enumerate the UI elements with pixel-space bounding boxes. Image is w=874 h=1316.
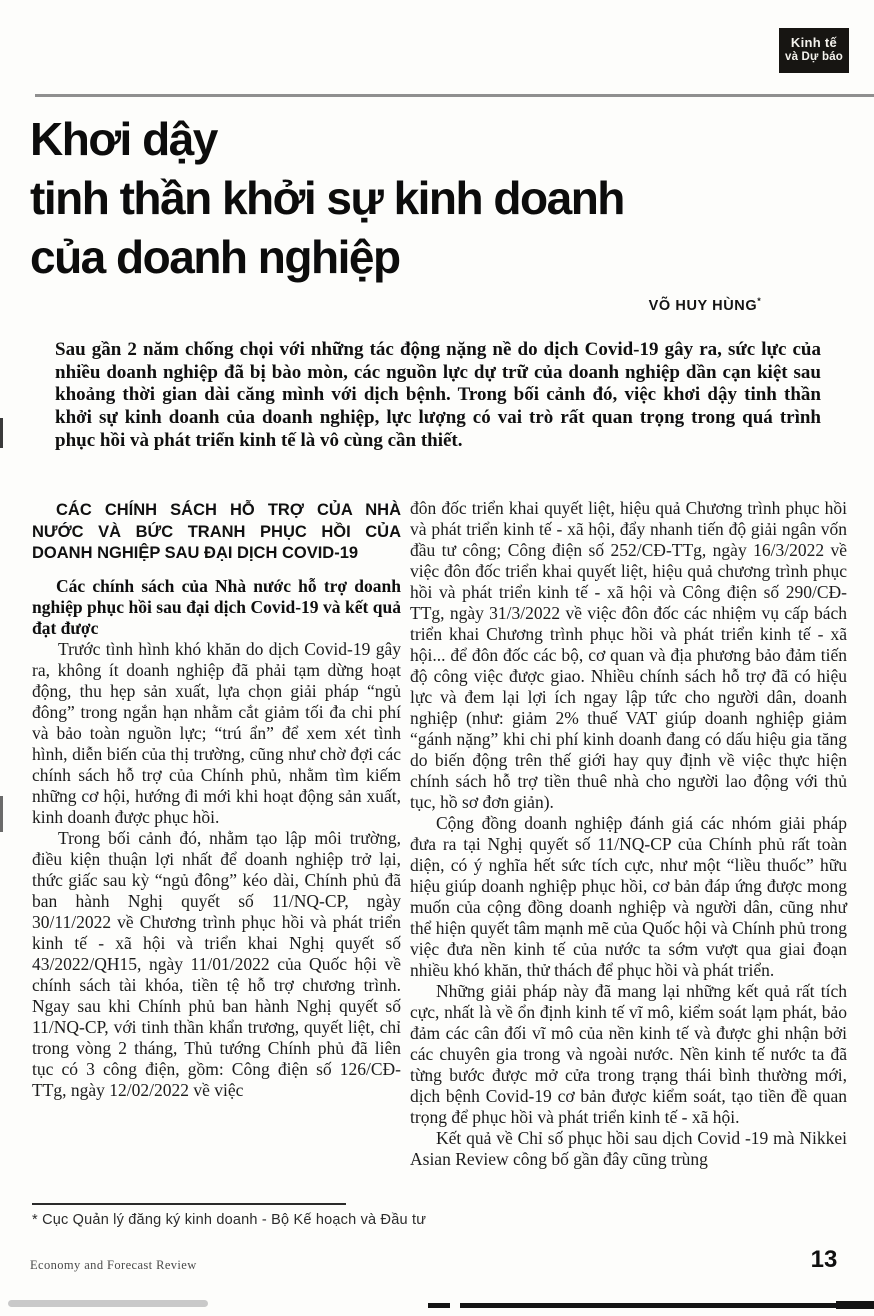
- subsection-heading: Các chính sách của Nhà nước hỗ trợ doanh nghiệp phục hồi sau đại dịch Covid-19 và kết quả đạt được: [32, 575, 401, 638]
- author-byline: [560, 296, 850, 314]
- scan-edge-artifact: [0, 796, 3, 832]
- footnote-rule: [32, 1203, 346, 1205]
- scan-bottom-artifact: [836, 1301, 874, 1309]
- author-affiliation-footnote: * Cục Quản lý đăng ký kinh doanh - Bộ Kế hoạch và Đầu tư: [32, 1212, 427, 1228]
- abstract: Sau gần 2 năm chống chọi với những tác động nặng nề do dịch Covid-19 gây ra, sức lực của nhiều doanh nghiệp đã bị bào mòn, các nguồn lực dự trữ của doanh nghiệp dần cạn kiệt sau khoảng thời gian dài căng mình với dịch bệnh. Trong bối cảnh đó, việc khơi dậy tinh thần khởi sự kinh doanh của doanh nghiệp, lực lượng có vai trò rất quan trọng trong quá trình phục hồi và phát triển kinh tế là vô cùng cần thiết.: [55, 339, 821, 451]
- body-paragraph: Trước tình hình khó khăn do dịch Covid-19 gây ra, không ít doanh nghiệp đã phải tạm dừng hoạt động, thu hẹp sản xuất, lựa chọn giải pháp “ngủ đông” trong ngắn hạn nhằm cắt giảm tối đa chi phí và bảo toàn nguồn lực; “trú ẩn” để xem xét tình hình, diễn biến của thị trường, cũng như chờ đợi các chính sách hỗ trợ của Chính phủ, nhằm tìm kiếm những cơ hội, hướng đi mới khi hoạt động sản xuất, kinh doanh được phục hồi.: [32, 638, 401, 827]
- article-title: [30, 110, 830, 287]
- title-line-3: của doanh nghiệp: [30, 231, 400, 283]
- title-line-2: tinh thần khởi sự kinh doanh: [30, 172, 624, 224]
- section-heading: CÁC CHÍNH SÁCH HỖ TRỢ CỦA NHÀ NƯỚC VÀ BỨC TRANH PHỤC HỒI CỦA DOANH NGHIỆP SAU ĐẠI DỊCH COVID-19: [32, 501, 401, 562]
- scan-bottom-artifact: [8, 1300, 208, 1307]
- journal-logo-line2: và Dự báo: [784, 51, 844, 64]
- body-paragraph: Trong bối cảnh đó, nhằm tạo lập môi trường, điều kiện thuận lợi nhất để doanh nghiệp trở lại, thức giấc sau kỳ “ngủ đông” kéo dài, Chính phủ đã ban hành Nghị quyết số 11/NQ-CP, ngày 30/11/2022 về Chương trình phục hồi và phát triển kinh tế - xã hội và triển khai Nghị quyết số 43/2022/QH15, ngày 11/01/2022 của Quốc hội về chính sách tài khóa, tiền tệ hỗ trợ chương trình. Ngay sau khi Chính phủ ban hành Nghị quyết số 11/NQ-CP, với tinh thần khẩn trương, quyết liệt, chỉ trong vòng 2 tháng, Thủ tướng Chính phủ đã liên tục có 3 công điện, gồm: Công điện số 126/CĐ-TTg, ngày 12/02/2022 về việc: [32, 827, 401, 1100]
- scan-bottom-artifact: [428, 1303, 450, 1308]
- journal-logo: [779, 28, 849, 73]
- scan-edge-artifact: [0, 418, 3, 448]
- author-name: VÕ HUY HÙNG: [648, 297, 758, 314]
- title-line-1: Khơi dậy: [30, 113, 217, 165]
- page-bottom-line: [460, 1303, 874, 1308]
- page-number: 13: [810, 1246, 838, 1273]
- body-paragraph: Những giải pháp này đã mang lại những kết quả rất tích cực, nhất là về ổn định kinh tế vĩ mô, kiểm soát lạm phát, bảo đảm các cân đối vĩ mô của nền kinh tế và được ghi nhận bởi các chuyên gia trong và ngoài nước. Nền kinh tế nước ta đã từng bước được mở cửa trong trạng thái bình thường mới, dịch bệnh Covid-19 cơ bản được kiểm soát, tạo tiền đề quan trọng để phục hồi và phát triển kinh tế - xã hội.: [410, 981, 847, 1127]
- author-footnote-mark: *: [757, 296, 762, 306]
- right-column: [410, 498, 847, 1170]
- body-paragraph: đôn đốc triển khai quyết liệt, hiệu quả Chương trình phục hồi và phát triển kinh tế - xã hội, đẩy nhanh tiến độ giải ngân vốn đầu tư công; Công điện số 252/CĐ-TTg, ngày 16/3/2022 về việc đôn đốc triển khai quyết liệt, hiệu quả chương trình phục hồi và phát triển kinh tế - xã hội và Công điện số 290/CĐ-TTg, ngày 31/3/2022 về việc đôn đốc các nhiệm vụ cấp bách triển khai Chương trình phục hồi và phát triển kinh tế - xã hội... để đôn đốc các bộ, cơ quan và địa phương bảo đảm tiến độ công việc được giao. Nhiều chính sách hỗ trợ đã có hiệu lực và đem lại lợi ích ngay lập tức cho người dân, doanh nghiệp (như: giảm 2% thuế VAT giúp doanh nghiệp giảm “gánh nặng” khi chi phí kinh doanh đang có dấu hiệu gia tăng do biến động trên thế giới hay quy định về việc thực hiện chính sách hỗ trợ tiền thuê nhà cho người lao động với thủ tục, hồ sơ đơn giản).: [410, 498, 847, 812]
- footer-journal-name: Economy and Forecast Review: [30, 1258, 197, 1272]
- journal-logo-line1: Kinh tế: [790, 35, 838, 51]
- header-rule: [35, 94, 874, 97]
- body-paragraph: Cộng đồng doanh nghiệp đánh giá các nhóm giải pháp đưa ra tại Nghị quyết số 11/NQ-CP của Chính phủ rất toàn diện, có ý nghĩa hết sức tích cực, như một “liều thuốc” hữu hiệu giúp doanh nghiệp phục hồi, cơ bản đáp ứng được mong muốn của cộng đồng doanh nghiệp và người dân, cũng như thể hiện quyết tâm mạnh mẽ của Quốc hội và Chính phủ trong việc đưa nền kinh tế của nước ta sớm vượt qua giai đoạn nhiều khó khăn, thử thách để phục hồi và phát triển.: [410, 813, 847, 980]
- left-column: [32, 500, 401, 1101]
- body-paragraph: Kết quả về Chỉ số phục hồi sau dịch Covid -19 mà Nikkei Asian Review công bố gần đây cũng trùng: [410, 1128, 847, 1169]
